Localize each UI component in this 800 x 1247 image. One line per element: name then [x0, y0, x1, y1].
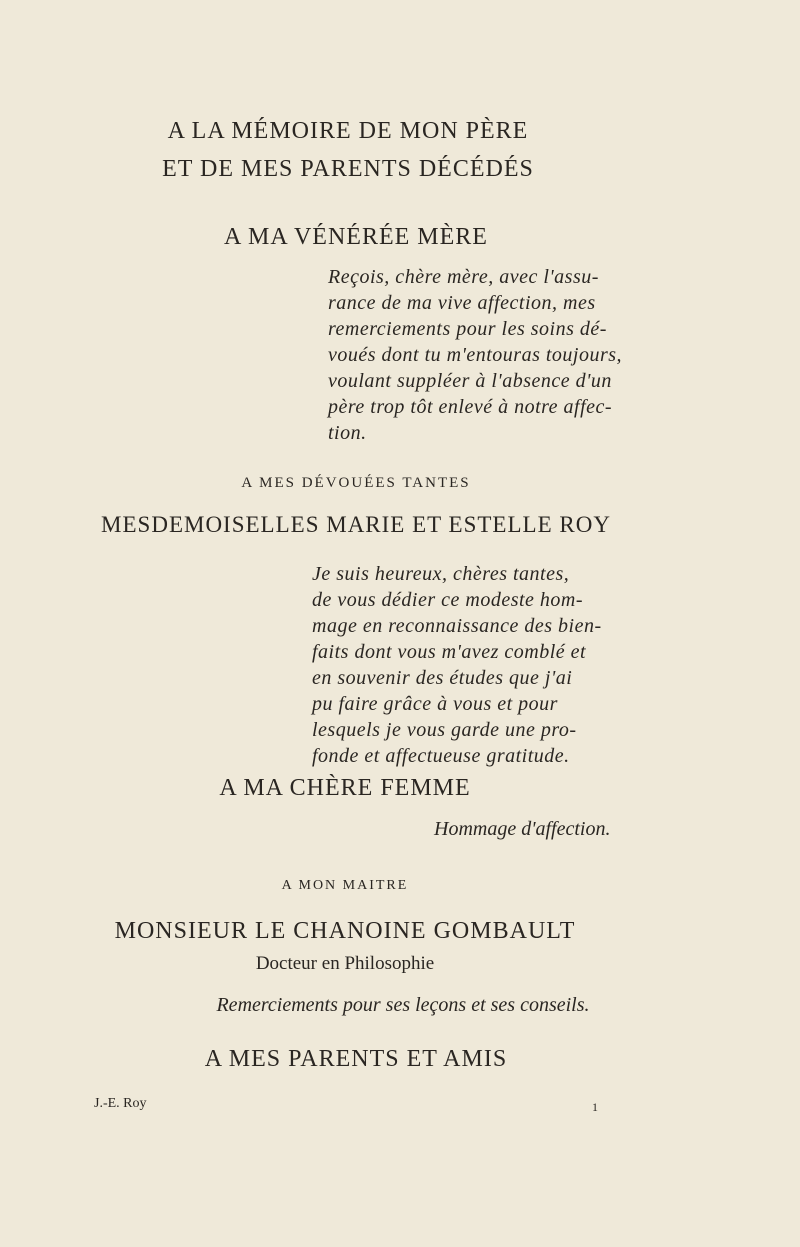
tantes-text-line: Je suis heureux, chères tantes, — [312, 563, 570, 585]
tantes-text-line: lesquels je vous garde une pro- — [312, 719, 577, 741]
tantes-heading: MESDEMOISELLES MARIE ET ESTELLE ROY — [101, 512, 611, 537]
tantes-text-line: fonde et affectueuse gratitude. — [312, 745, 570, 767]
tantes-text-line: mage en reconnaissance des bien- — [312, 615, 602, 637]
tantes-subheading: A MES DÉVOUÉES TANTES — [241, 475, 471, 491]
mere-text-line: père trop tôt enlevé à notre affec- — [328, 396, 613, 418]
tantes-text-line: pu faire grâce à vous et pour — [312, 693, 558, 715]
mere-heading: A MA VÉNÉRÉE MÈRE — [224, 224, 488, 250]
memoire-line-2: ET DE MES PARENTS DÉCÉDÉS — [162, 156, 534, 182]
author-footer: J.-E. Roy — [94, 1096, 147, 1111]
page-number: 1 — [592, 1100, 598, 1114]
maitre-subheading: A MON MAITRE — [281, 878, 409, 893]
maitre-line: Remerciements pour ses leçons et ses conseils. — [216, 994, 590, 1016]
mere-text-line: Reçois, chère mère, avec l'assu- — [328, 266, 599, 288]
maitre-heading: MONSIEUR LE CHANOINE GOMBAULT — [114, 918, 576, 944]
memoire-line-1: A LA MÉMOIRE DE MON PÈRE — [167, 118, 529, 144]
femme-heading: A MA CHÈRE FEMME — [219, 775, 471, 801]
tantes-text-line: de vous dédier ce modeste hom- — [312, 589, 584, 611]
femme-line: Hommage d'affection. — [434, 818, 611, 840]
amis-heading: A MES PARENTS ET AMIS — [204, 1046, 508, 1072]
mere-text-line: tion. — [328, 422, 367, 444]
maitre-title: Docteur en Philosophie — [255, 953, 435, 974]
tantes-text-line: en souvenir des études que j'ai — [312, 667, 573, 689]
mere-text — [328, 264, 640, 446]
mere-text-line: voulant suppléer à l'absence d'un — [328, 370, 612, 392]
mere-text-line: rance de ma vive affection, mes — [328, 292, 596, 314]
tantes-text-line: faits dont vous m'avez comblé et — [312, 641, 587, 663]
mere-text-line: remerciements pour les soins dé- — [328, 318, 607, 340]
mere-text-line: voués dont tu m'entouras toujours, — [328, 344, 623, 366]
tantes-text — [312, 561, 632, 769]
